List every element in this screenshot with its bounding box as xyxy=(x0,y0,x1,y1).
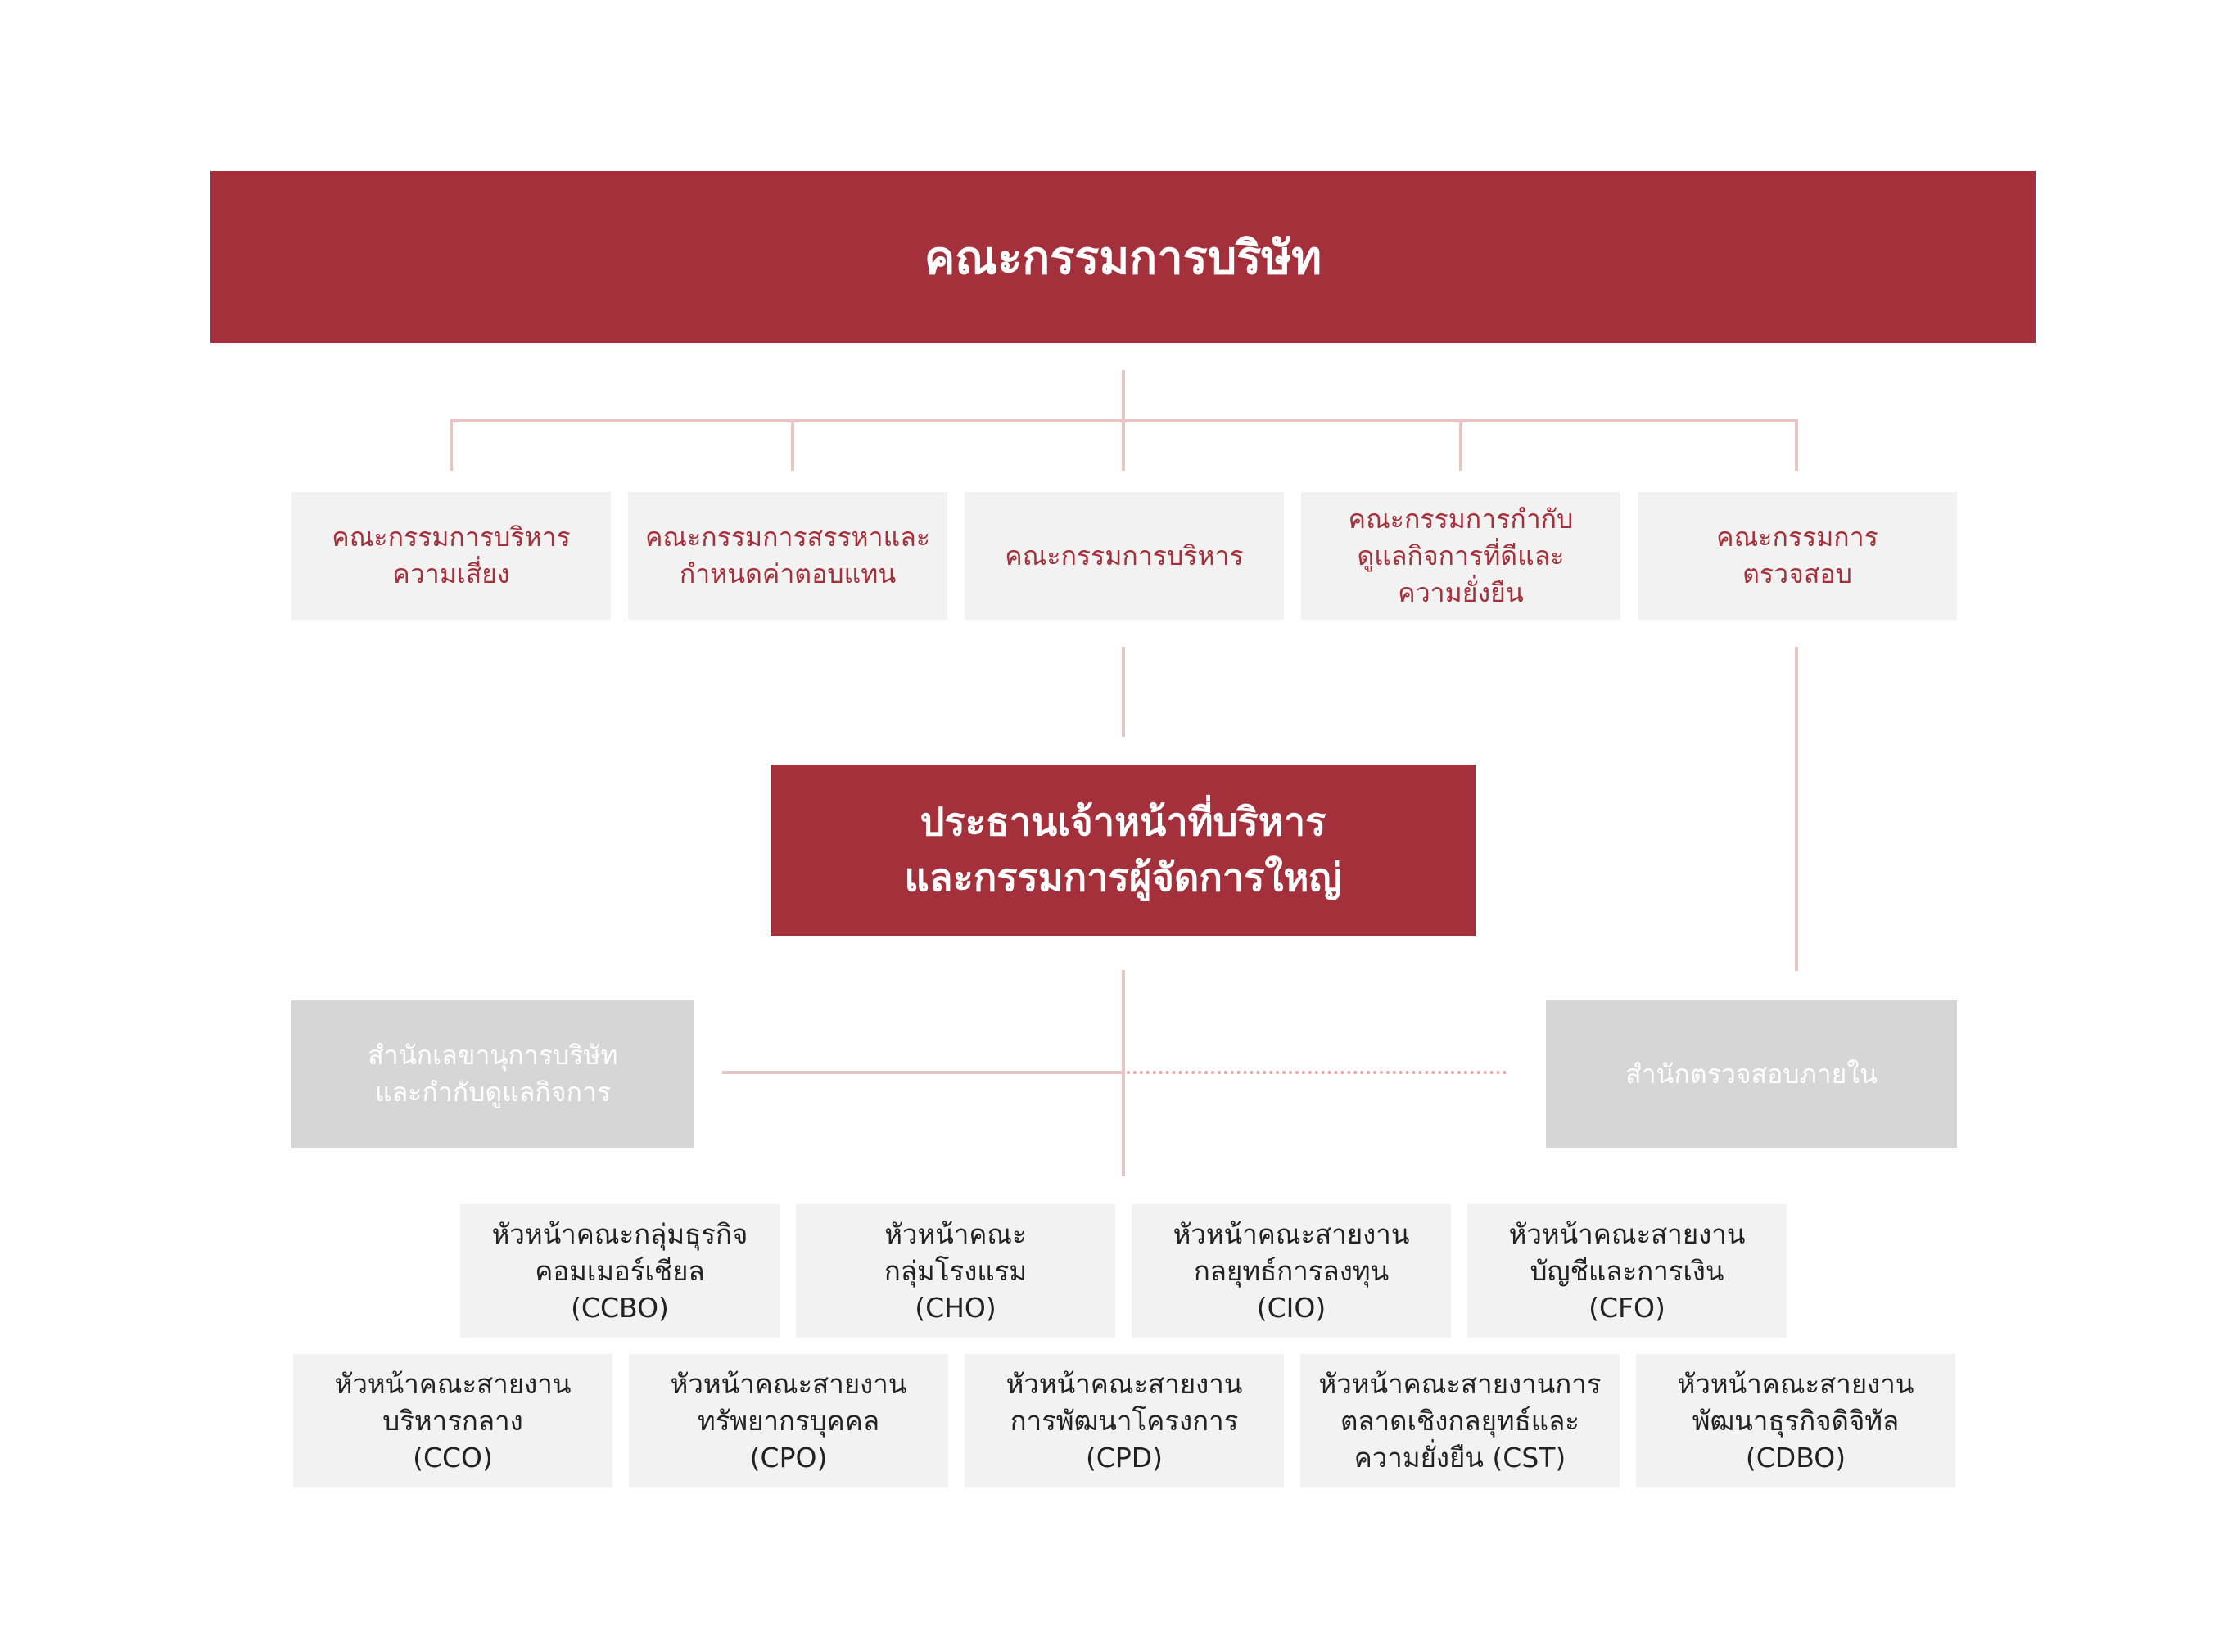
exec-cst-label-line: หัวหน้าคณะสายงานการ xyxy=(1318,1368,1602,1400)
ceo-box-label-line: และกรรมการผู้จัดการใหญ่ xyxy=(904,855,1342,900)
exec-cpo-label-line: ทรัพยากรบุคคล xyxy=(697,1405,880,1437)
exec-ccbo-label-line: คอมเมอร์เชียล xyxy=(535,1255,705,1287)
exec-cst-label-line: ความยั่งยืน (CST) xyxy=(1353,1442,1566,1474)
exec-cio-label-line: กลยุทธ์การลงทุน xyxy=(1193,1255,1390,1287)
committee-governance-label-line: คณะกรรมการกำกับ xyxy=(1348,503,1574,535)
committee-governance-label-line: ดูแลกิจการที่ดีและ xyxy=(1357,539,1565,571)
connector-committee-risk xyxy=(450,419,453,471)
committee-executive xyxy=(965,492,1284,620)
office-secretary-label-line: และกำกับดูแลกิจการ xyxy=(374,1077,612,1108)
exec-cfo xyxy=(1467,1204,1787,1338)
exec-ccbo xyxy=(460,1204,780,1338)
ceo-box-label-line: ประธานเจ้าหน้าที่บริหาร xyxy=(920,799,1326,845)
office-secretary-label-line: สำนักเลขานุการบริษัท xyxy=(368,1040,618,1071)
board-of-directors xyxy=(210,171,2036,343)
exec-cpo xyxy=(629,1354,948,1487)
connector-executive-to-ceo xyxy=(1122,647,1125,737)
exec-cdbo-label-line: หัวหน้าคณะสายงาน xyxy=(1677,1368,1914,1400)
exec-cco-label-line: หัวหน้าคณะสายงาน xyxy=(334,1368,572,1400)
exec-cdbo xyxy=(1636,1354,1955,1487)
exec-cst xyxy=(1300,1354,1620,1487)
committee-risk-label-line: คณะกรรมการบริหาร xyxy=(332,521,571,553)
committee-risk-label-line: ความเสี่ยง xyxy=(392,558,510,589)
exec-cpd-label-line: หัวหน้าคณะสายงาน xyxy=(1006,1368,1243,1400)
office-secretary xyxy=(291,1000,694,1148)
office-internal-audit xyxy=(1546,1000,1957,1148)
exec-cho xyxy=(796,1204,1115,1338)
office-internal-audit-label-line: สำนักตรวจสอบภายใน xyxy=(1625,1058,1878,1090)
exec-cpd-label-line: (CPD) xyxy=(1085,1442,1164,1474)
exec-cco-label-line: (CCO) xyxy=(413,1442,493,1474)
committee-governance xyxy=(1301,492,1620,620)
connector-committee-governance xyxy=(1459,419,1462,471)
committee-nomination-label-line: กำหนดค่าตอบแทน xyxy=(679,558,897,589)
exec-cho-label-line: กลุ่มโรงแรม xyxy=(884,1255,1028,1287)
exec-cfo-label-line: บัญชีและการเงิน xyxy=(1530,1255,1724,1287)
ceo-box xyxy=(771,765,1476,936)
exec-ccbo-label-line: (CCBO) xyxy=(571,1292,669,1324)
exec-cio-label-line: (CIO) xyxy=(1256,1292,1326,1324)
connector-audit-to-office xyxy=(1795,647,1798,971)
exec-cpo-label-line: (CPO) xyxy=(749,1442,828,1474)
committee-risk xyxy=(291,492,611,620)
exec-cpd xyxy=(965,1354,1284,1487)
exec-cio xyxy=(1132,1204,1451,1338)
board-of-directors-label-line: คณะกรรมการบริษัท xyxy=(924,231,1322,285)
exec-cfo-label-line: (CFO) xyxy=(1588,1292,1665,1324)
exec-cdbo-label-line: (CDBO) xyxy=(1745,1442,1846,1474)
exec-cho-label-line: (CHO) xyxy=(915,1292,996,1324)
exec-cfo-label-line: หัวหน้าคณะสายงาน xyxy=(1508,1218,1746,1250)
exec-cco-label-line: บริหารกลาง xyxy=(382,1405,523,1437)
exec-cdbo-label-line: พัฒนาธุรกิจดิจิทัล xyxy=(1692,1405,1900,1437)
exec-cco xyxy=(293,1354,612,1487)
exec-cio-label-line: หัวหน้าคณะสายงาน xyxy=(1173,1218,1410,1250)
connector-committee-audit xyxy=(1795,419,1798,471)
exec-ccbo-label-line: หัวหน้าคณะกลุ่มธุรกิจ xyxy=(491,1218,748,1250)
committee-governance-label-line: ความยั่งยืน xyxy=(1398,576,1524,608)
connector-committee-nomination xyxy=(791,419,794,471)
committee-audit xyxy=(1638,492,1957,620)
connector-internal-audit-dotted xyxy=(1127,1071,1507,1074)
exec-cpd-label-line: การพัฒนาโครงการ xyxy=(1010,1405,1239,1437)
committee-executive-label-line: คณะกรรมการบริหาร xyxy=(1005,539,1244,571)
exec-cho-label-line: หัวหน้าคณะ xyxy=(884,1218,1027,1250)
connector-secretary xyxy=(722,1071,1123,1074)
committee-audit-label-line: ตรวจสอบ xyxy=(1742,558,1852,589)
exec-cst-label-line: ตลาดเชิงกลยุทธ์และ xyxy=(1340,1405,1580,1437)
connector-committee-bar xyxy=(450,419,1798,422)
exec-cpo-label-line: หัวหน้าคณะสายงาน xyxy=(670,1368,907,1400)
committee-nomination xyxy=(628,492,947,620)
committee-audit-label-line: คณะกรรมการ xyxy=(1716,521,1878,553)
committee-nomination-label-line: คณะกรรมการสรรหาและ xyxy=(644,521,931,553)
